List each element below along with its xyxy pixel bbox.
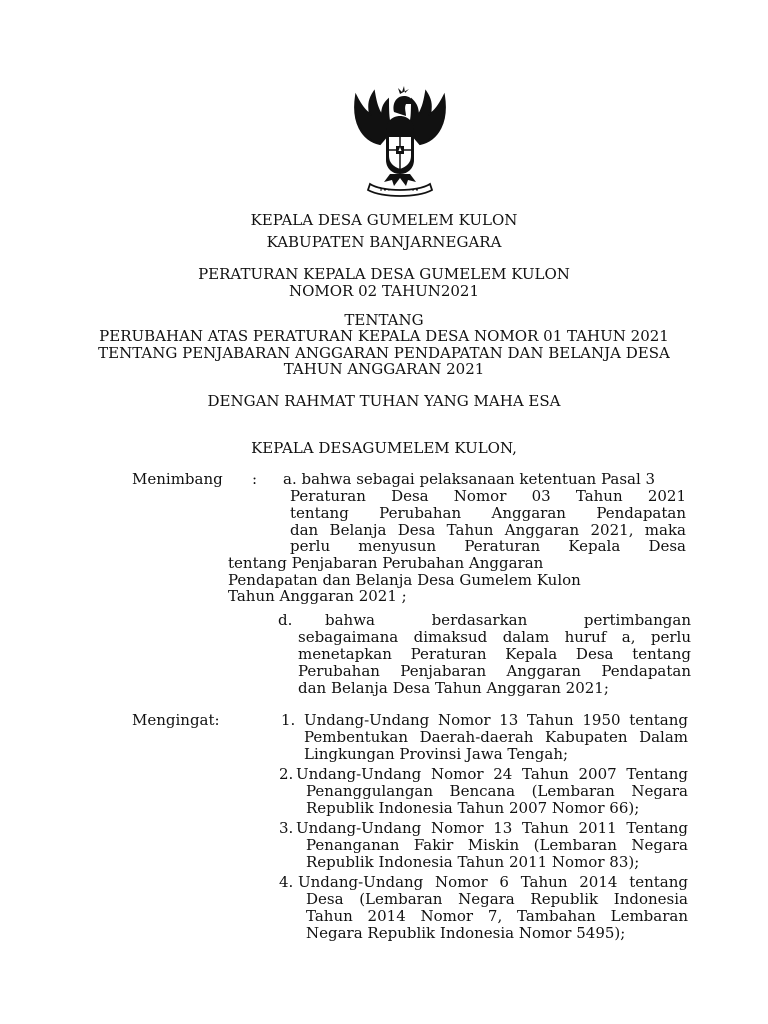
tentang-heading: TENTANG bbox=[344, 311, 424, 329]
regulation-number: NOMOR 02 TAHUN2021 bbox=[288, 282, 480, 300]
menimbang-a-continuation: Pendapatan dan Belanja Desa Gumelem Kulon bbox=[228, 571, 581, 589]
mengingat-item-line: Republik Indonesia Tahun 2007 Nomor 66); bbox=[306, 799, 640, 817]
menimbang-d-line: sebagaimana dimaksud dalam huruf a, perlu bbox=[298, 628, 691, 646]
mengingat-item-number: 2. bbox=[279, 765, 294, 783]
mengingat-item-line: Penanganan Fakir Miskin (Lembaran Negara bbox=[306, 836, 688, 854]
mengingat-item-line: Lingkungan Provinsi Jawa Tengah; bbox=[304, 745, 569, 763]
mengingat-item-line: Pembentukan Daerah-daerah Kabupaten Dalam bbox=[304, 728, 688, 746]
regency-title: KABUPATEN BANJARNEGARA bbox=[266, 233, 502, 251]
menimbang-a-line: tentang Perubahan Anggaran Pendapatan bbox=[290, 504, 686, 522]
mengingat-item-line: Desa (Lembaran Negara Republik Indonesia bbox=[306, 890, 688, 908]
menimbang-a-continuation: tentang Penjabaran Perubahan Anggaran bbox=[228, 554, 544, 572]
mengingat-label: Mengingat: bbox=[132, 711, 220, 729]
mengingat-item-number: 1. bbox=[281, 711, 296, 729]
enacting-authority: KEPALA DESAGUMELEM KULON, bbox=[251, 439, 517, 457]
menimbang-colon: : bbox=[252, 470, 258, 488]
menimbang-d-marker: d. bbox=[278, 611, 293, 629]
mengingat-item-line: Undang-Undang Nomor 13 Tahun 1950 tentang bbox=[304, 711, 688, 729]
garuda-emblem-icon bbox=[340, 82, 460, 200]
menimbang-d-line: Perubahan Penjabaran Anggaran Pendapatan bbox=[298, 662, 691, 680]
mengingat-item-number: 4. bbox=[279, 873, 294, 891]
menimbang-d-line: dan Belanja Desa Tahun Anggaran 2021; bbox=[298, 679, 609, 697]
subject-line-3: TAHUN ANGGARAN 2021 bbox=[283, 360, 485, 378]
menimbang-a-first-line: a. bahwa sebagai pelaksanaan ketentuan Pasal 3 bbox=[283, 470, 656, 488]
preamble: DENGAN RAHMAT TUHAN YANG MAHA ESA bbox=[207, 392, 561, 410]
mengingat-item-line: Tahun 2014 Nomor 7, Tambahan Lembaran bbox=[306, 907, 688, 925]
mengingat-item-line: Undang-Undang Nomor 13 Tahun 2011 Tentang bbox=[296, 819, 688, 837]
mengingat-item-number: 3. bbox=[279, 819, 294, 837]
mengingat-item-line: Negara Republik Indonesia Nomor 5495); bbox=[306, 924, 626, 942]
issuer-title: KEPALA DESA GUMELEM KULON bbox=[250, 211, 518, 229]
menimbang-a-line: Peraturan Desa Nomor 03 Tahun 2021 bbox=[290, 487, 686, 505]
menimbang-a-continuation: Tahun Anggaran 2021 ; bbox=[228, 587, 407, 605]
menimbang-d-line: menetapkan Peraturan Kepala Desa tentang bbox=[298, 645, 691, 663]
mengingat-item-line: Undang-Undang Nomor 6 Tahun 2014 tentang bbox=[298, 873, 688, 891]
regulation-title: PERATURAN KEPALA DESA GUMELEM KULON bbox=[198, 265, 570, 283]
mengingat-item-line: Undang-Undang Nomor 24 Tahun 2007 Tentang bbox=[296, 765, 688, 783]
menimbang-label: Menimbang bbox=[132, 470, 223, 488]
mengingat-item-line: Republik Indonesia Tahun 2011 Nomor 83); bbox=[306, 853, 640, 871]
subject-line-1: PERUBAHAN ATAS PERATURAN KEPALA DESA NOMOR 01 TAHUN 2021 bbox=[99, 327, 669, 345]
menimbang-d-first-line: bahwa berdasarkan pertimbangan bbox=[325, 611, 691, 629]
menimbang-a-line: perlu menyusun Peraturan Kepala Desa bbox=[290, 537, 686, 555]
subject-line-2: TENTANG PENJABARAN ANGGARAN PENDAPATAN DAN BELANJA DESA bbox=[98, 344, 670, 362]
mengingat-item-line: Penanggulangan Bencana (Lembaran Negara bbox=[306, 782, 688, 800]
menimbang-a-line: dan Belanja Desa Tahun Anggaran 2021, maka bbox=[290, 521, 686, 539]
